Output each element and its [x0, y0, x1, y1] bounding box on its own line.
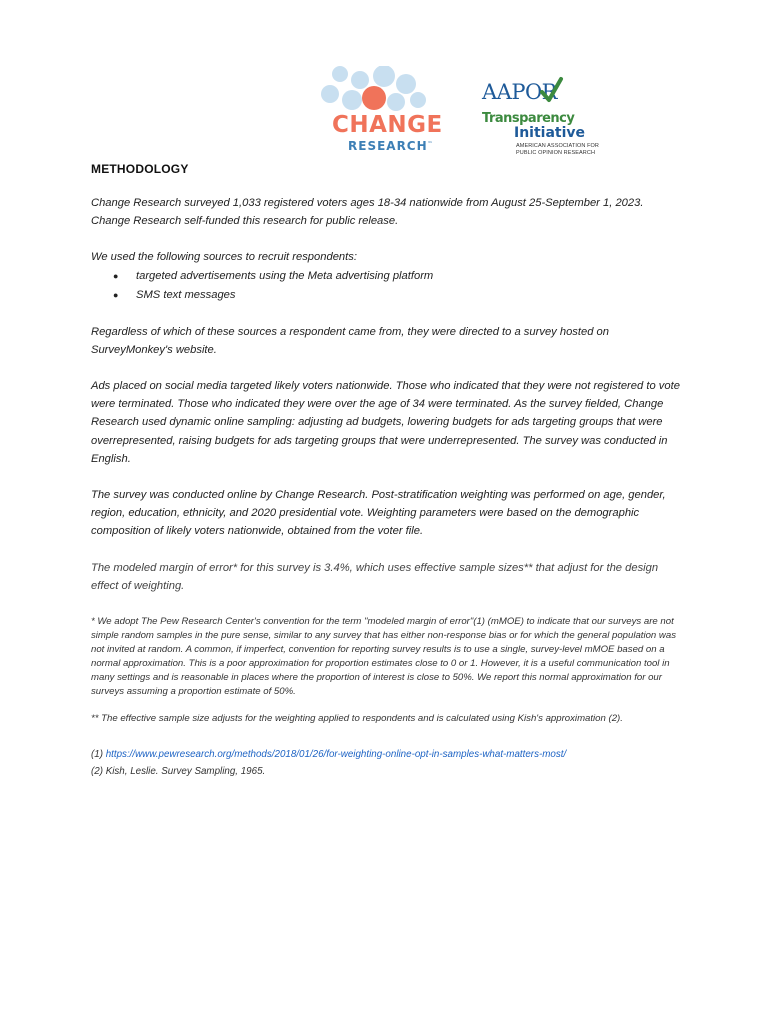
- aapor-subtitle-1: AMERICAN ASSOCIATION FOR: [516, 143, 599, 149]
- initiative-label: Initiative: [514, 125, 586, 141]
- list-item: ● SMS text messages: [91, 286, 681, 305]
- pew-research-link[interactable]: https://www.pewresearch.org/methods/2018/01/26/for-weighting-online-opt-in-samples-what-matters-most/: [105, 749, 567, 761]
- reference-1: (1) https://www.pewresearch.org/methods/2018/01/26/for-weighting-online-opt-in-samples-what-matters-most/: [91, 749, 567, 761]
- document-body: [91, 162, 681, 780]
- sources-intro: We used the following sources to recruit respondents:: [91, 251, 357, 264]
- research-wordmark: RESEARCH™: [348, 139, 434, 153]
- moe-paragraph: The modeled margin of error* for this survey is 3.4%, which uses effective sample sizes** that adjust for the design effect of weighting.: [91, 561, 659, 592]
- change-wordmark: CHANGE: [332, 112, 443, 138]
- directed-paragraph: Regardless of which of these sources a respondent came from, they were directed to a survey hosted on SurveyMonkey's website.: [91, 325, 610, 356]
- checkmark-icon: [538, 76, 564, 106]
- aapor-subtitle-2: PUBLIC OPINION RESEARCH: [516, 150, 596, 156]
- sources-list: [91, 267, 681, 305]
- footnote-mmoe: * We adopt The Pew Research Center's convention for the term "modeled margin of error"(1) (mMOE) to indicate that our surveys are not simple random samples in the pure sense, similar to any survey that has either non-response bias or for which the general population was not invited at random. A common, if imperfect, convention for reporting survey results is to use a single, survey-level mMOE based on a normal approximation. This is a poor approximation for proportion estimates close to 0 or 1. However, it is a useful communication tool in many settings and is reasonable in places where the proportion of interest is close to 50%. We report this normal approximation for our surveys assuming a proportion estimate of 50%.: [91, 616, 676, 697]
- ads-paragraph: Ads placed on social media targeted likely voters nationwide. Those who indicated that they were not registered to vote were terminated. Those who indicated they were over the age of 34 were terminated. As the survey fielded, Change Research used dynamic online sampling: adjusting ad budgets, lowering budgets for ads targeting groups that were overrepresented, raising budgets for ads targeting groups that were underrepresented. The survey was conducted in English.: [91, 380, 680, 465]
- reference-2: (2) Kish, Leslie. Survey Sampling, 1965.: [91, 766, 266, 778]
- intro-paragraph: Change Research surveyed 1,033 registered voters ages 18-34 nationwide from August 25-September 1, 2023. Change Research self-funded this research for public release.: [91, 197, 644, 228]
- change-research-logo: [318, 66, 443, 156]
- transparency-label: Transparency: [482, 111, 575, 126]
- header-logos: [0, 62, 770, 157]
- page-title: METHODOLOGY: [91, 162, 189, 176]
- bullet-icon: ●: [113, 270, 119, 281]
- list-item: ● targeted advertisements using the Meta advertising platform: [91, 267, 681, 286]
- bullet-icon: ●: [113, 289, 119, 300]
- weighting-paragraph: The survey was conducted online by Change Research. Post-stratification weighting was performed on age, gender, region, education, ethnicity, and 2020 presidential vote. Weighting parameters were based on the demographic composition of likely voters nationwide, obtained from the voter file.: [91, 489, 666, 538]
- references: [91, 746, 681, 780]
- aapor-wordmark: AAPOR: [482, 80, 557, 104]
- aapor-transparency-logo: [480, 76, 599, 161]
- footnote-effective-sample: ** The effective sample size adjusts for the weighting applied to respondents and is calculated using Kish's approximation (2).: [91, 713, 623, 725]
